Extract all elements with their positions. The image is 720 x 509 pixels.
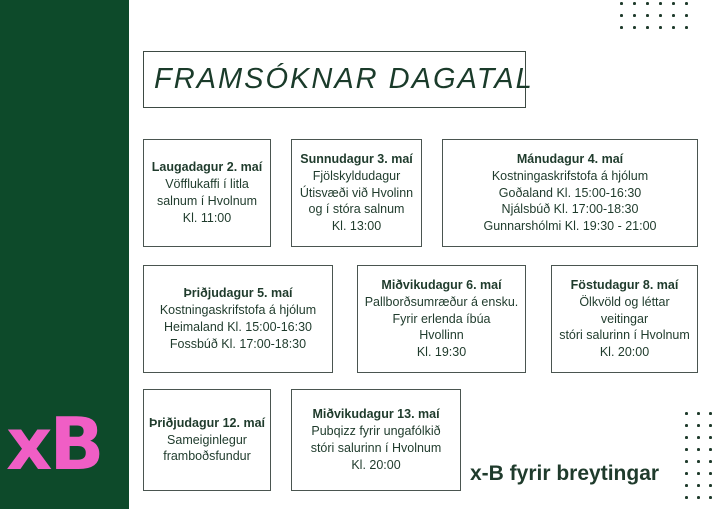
decor-dot: [697, 460, 700, 463]
decor-dot: [685, 2, 688, 5]
event-line: Fossbúð Kl. 17:00-18:30: [169, 336, 307, 351]
event-day: Miðvikudagur 6. maí: [381, 278, 502, 292]
event-line: Gunnarshólmi Kl. 19:30 - 21:00: [483, 219, 657, 234]
event-day: Þriðjudagur 12. maí: [148, 415, 265, 430]
decor-dot: [620, 14, 623, 17]
decor-dot: [633, 2, 636, 5]
xb-logo: xB: [6, 402, 102, 486]
decor-dot: [709, 436, 712, 439]
event-line: Kl. 13:00: [331, 219, 382, 234]
event-line: stóri salurinn í Hvolnum: [310, 441, 442, 455]
event-day: Föstudagur 8. maí: [570, 278, 679, 292]
decor-dot: [697, 424, 700, 427]
decor-dot: [620, 2, 623, 5]
decor-dot: [685, 472, 688, 475]
decor-dot: [709, 484, 712, 487]
decor-dot: [685, 460, 688, 463]
dot-pattern-bottom-right: [685, 412, 720, 507]
event-line: Fyrir erlenda íbúa: [392, 311, 491, 326]
event-line: Kl. 11:00: [182, 210, 232, 225]
decor-dot: [620, 26, 623, 29]
event-line: Pubqizz fyrir ungafólkið: [311, 424, 441, 439]
event-day: Þriðjudagur 5. maí: [183, 286, 293, 301]
decor-dot: [697, 496, 700, 499]
decor-dot: [646, 2, 649, 5]
event-card: [291, 139, 422, 247]
event-card: [551, 265, 698, 373]
decor-dot: [709, 412, 712, 415]
event-line: framboðsfundur: [163, 449, 251, 464]
decor-dot: [685, 26, 688, 29]
event-line: salnum í Hvolnum: [156, 194, 258, 208]
decor-dot: [633, 14, 636, 17]
event-line: Fjölskyldudagur: [312, 168, 401, 183]
decor-dot: [659, 2, 662, 5]
event-line: Kostningaskrifstofa á hjólum: [491, 168, 649, 183]
decor-dot: [685, 424, 688, 427]
decor-dot: [646, 26, 649, 29]
event-line: stóri salurinn í Hvolnum: [559, 328, 690, 343]
decor-dot: [633, 26, 636, 29]
decor-dot: [685, 484, 688, 487]
slogan: x-B fyrir breytingar: [470, 462, 660, 485]
decor-dot: [672, 14, 675, 17]
event-line: Kl. 20:00: [599, 345, 650, 360]
decor-dot: [697, 472, 700, 475]
event-day: Sunnudagur 3. maí: [300, 152, 413, 166]
decor-dot: [672, 2, 675, 5]
decor-dot: [685, 14, 688, 17]
event-card: [143, 265, 333, 373]
decor-dot: [659, 26, 662, 29]
decor-dot: [697, 412, 700, 415]
dot-pattern-top: [620, 2, 700, 32]
event-line: Heimaland Kl. 15:00-16:30: [163, 320, 312, 334]
decor-dot: [697, 448, 700, 451]
decor-dot: [685, 496, 688, 499]
decor-dot: [659, 14, 662, 17]
event-line: Pallborðsumræður á ensku.: [364, 294, 519, 309]
decor-dot: [709, 460, 712, 463]
decor-dot: [685, 412, 688, 415]
event-day: Mánudagur 4. maí: [516, 152, 624, 166]
event-day: Laugadagur 2. maí: [151, 160, 263, 175]
decor-dot: [646, 14, 649, 17]
decor-dot: [685, 448, 688, 451]
event-card: [357, 265, 526, 373]
event-card: [442, 139, 698, 247]
event-line: Vöfflukaffi í litla: [165, 177, 249, 192]
event-card: [291, 389, 461, 491]
decor-dot: [709, 472, 712, 475]
event-line: Kostningaskrifstofa á hjólum: [159, 303, 317, 318]
event-line: Sameiginlegur: [167, 432, 247, 447]
decor-dot: [709, 496, 712, 499]
decor-dot: [709, 424, 712, 427]
event-line: Ölkvöld og léttar: [579, 294, 670, 309]
event-card: [143, 389, 271, 491]
event-day: Miðvikudagur 13. maí: [312, 407, 440, 422]
event-line: Njálsbúð Kl. 17:00-18:30: [501, 202, 639, 217]
decor-dot: [685, 436, 688, 439]
event-card: [143, 139, 271, 247]
event-line: Útisvæði við Hvolinn: [299, 185, 414, 200]
event-line: og í stóra salnum: [308, 202, 405, 217]
decor-dot: [697, 436, 700, 439]
title-box: [143, 51, 534, 108]
event-line: Kl. 20:00: [351, 457, 401, 472]
event-line: Goðaland Kl. 15:00-16:30: [498, 185, 642, 200]
event-line: Kl. 19:30: [416, 345, 467, 360]
page-title: FRAMSÓKNAR DAGATAL: [154, 63, 534, 95]
decor-dot: [709, 448, 712, 451]
event-line: veitingar: [600, 311, 649, 326]
event-line: Hvollinn: [419, 328, 464, 343]
decor-dot: [697, 484, 700, 487]
decor-dot: [672, 26, 675, 29]
